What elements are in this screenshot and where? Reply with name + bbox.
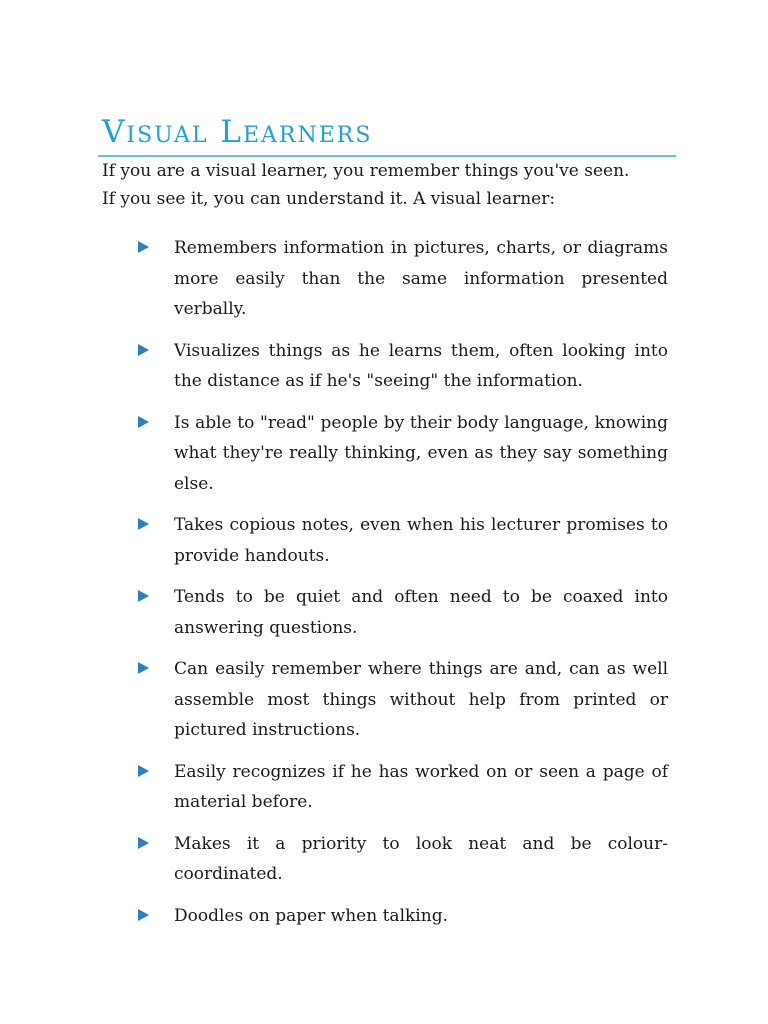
list-item [138, 582, 668, 643]
right-triangle-bullet-icon [138, 344, 149, 356]
page-title: Visual Learners [102, 114, 373, 150]
right-triangle-bullet-icon [138, 416, 149, 428]
right-triangle-bullet-icon [138, 837, 149, 849]
list-item [138, 233, 668, 325]
list-item [138, 901, 668, 932]
list-item-text: Remembers information in pictures, charts, or diagrams more easily than the same information presented verbally. [174, 238, 668, 319]
list-item [138, 654, 668, 746]
intro-line-2: If you see it, you can understand it. A visual learner: [102, 189, 556, 209]
right-triangle-bullet-icon [138, 590, 149, 602]
list-item-text: Easily recognizes if he has worked on or seen a page of material before. [174, 761, 668, 812]
list-item [138, 757, 668, 818]
list-item-text: Takes copious notes, even when his lecturer promises to provide handouts. [174, 515, 668, 566]
list-item [138, 336, 668, 397]
list-item [138, 408, 668, 500]
intro-paragraph [102, 157, 712, 213]
intro-line-1: If you are a visual learner, you remember things you've seen. [102, 161, 630, 181]
right-triangle-bullet-icon [138, 909, 149, 921]
list-item [138, 510, 668, 571]
list-item-text: Doodles on paper when talking. [174, 905, 448, 926]
list-item-text: Visualizes things as he learns them, often looking into the distance as if he's "seeing" the information. [174, 340, 668, 391]
right-triangle-bullet-icon [138, 241, 149, 253]
list-item [138, 829, 668, 890]
list-item-text: Can easily remember where things are and, can as well assemble most things without help from printed or pictured instructions. [174, 659, 668, 740]
list-item-text: Makes it a priority to look neat and be colour-coordinated. [174, 833, 668, 884]
list-item-text: Is able to "read" people by their body language, knowing what they're really thinking, even as they say something else. [174, 412, 668, 494]
right-triangle-bullet-icon [138, 765, 149, 777]
bullet-list [138, 233, 668, 942]
right-triangle-bullet-icon [138, 518, 149, 530]
right-triangle-bullet-icon [138, 662, 149, 674]
list-item-text: Tends to be quiet and often need to be coaxed into answering questions. [174, 587, 668, 638]
